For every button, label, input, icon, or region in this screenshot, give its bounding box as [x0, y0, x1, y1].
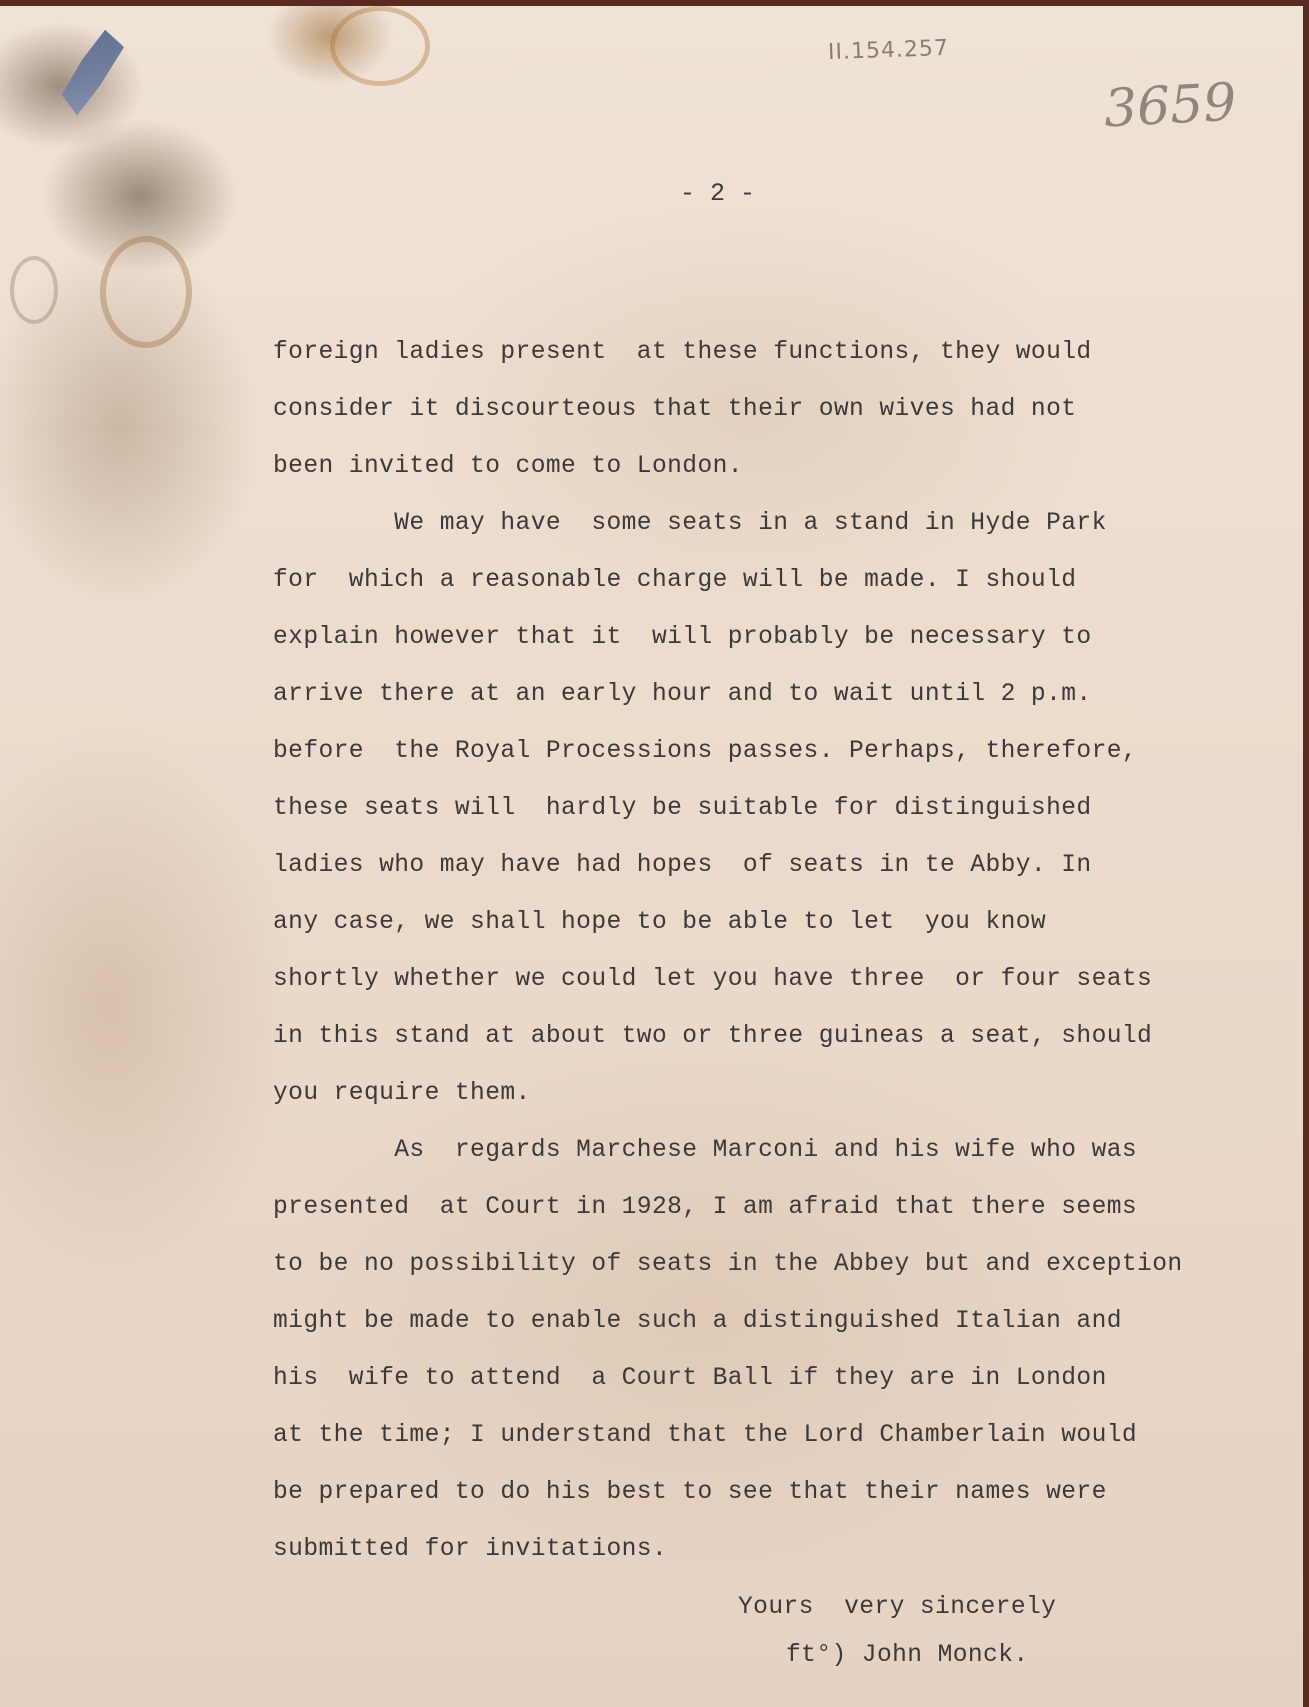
text-line: been invited to come to London.: [273, 453, 743, 480]
text-line: As regards Marchese Marconi and his wife who was: [273, 1137, 1138, 1164]
text-line: you require them.: [273, 1080, 531, 1107]
page-number: - 2 -: [680, 179, 756, 208]
text-line: at the time; I understand that the Lord Chamberlain would: [273, 1422, 1138, 1449]
signature: ft°) John Monck.: [786, 1642, 1029, 1669]
closing-salutation: Yours very sincerely: [738, 1594, 1057, 1621]
text-line: presented at Court in 1928, I am afraid that there seems: [273, 1194, 1138, 1221]
text-line: might be made to enable such a distinguished Italian and: [273, 1308, 1122, 1335]
text-line: arrive there at an early hour and to wait until 2 p.m.: [273, 681, 1092, 708]
text-line: in this stand at about two or three guineas a seat, should: [273, 1023, 1153, 1050]
text-line: We may have some seats in a stand in Hyde Park: [273, 510, 1107, 537]
text-line: be prepared to do his best to see that their names were: [273, 1479, 1107, 1506]
text-line: consider it discourteous that their own wives had not: [273, 396, 1077, 423]
text-line: these seats will hardly be suitable for distinguished: [273, 795, 1092, 822]
water-stain: [330, 6, 430, 86]
text-line: before the Royal Processions passes. Perhaps, therefore,: [273, 738, 1138, 765]
text-line: foreign ladies present at these functions, they would: [273, 339, 1092, 366]
water-stain: [10, 256, 58, 324]
text-line: explain however that it will probably be necessary to: [273, 624, 1092, 651]
text-line: his wife to attend a Court Ball if they are in London: [273, 1365, 1107, 1392]
torn-paper-scrap: [57, 24, 128, 122]
letter-body: [273, 324, 1303, 1578]
text-line: for which a reasonable charge will be made. I should: [273, 567, 1077, 594]
letter-page: [0, 6, 1303, 1707]
text-line: submitted for invitations.: [273, 1536, 668, 1563]
text-line: shortly whether we could let you have three or four seats: [273, 966, 1153, 993]
text-line: ladies who may have had hopes of seats in te Abby. In: [273, 852, 1092, 879]
water-stain: [100, 236, 192, 348]
archive-reference: II.154.257: [827, 35, 950, 66]
folio-number: 3659: [1102, 72, 1238, 140]
text-line: to be no possibility of seats in the Abbey but and exception: [273, 1251, 1183, 1278]
text-line: any case, we shall hope to be able to let you know: [273, 909, 1047, 936]
